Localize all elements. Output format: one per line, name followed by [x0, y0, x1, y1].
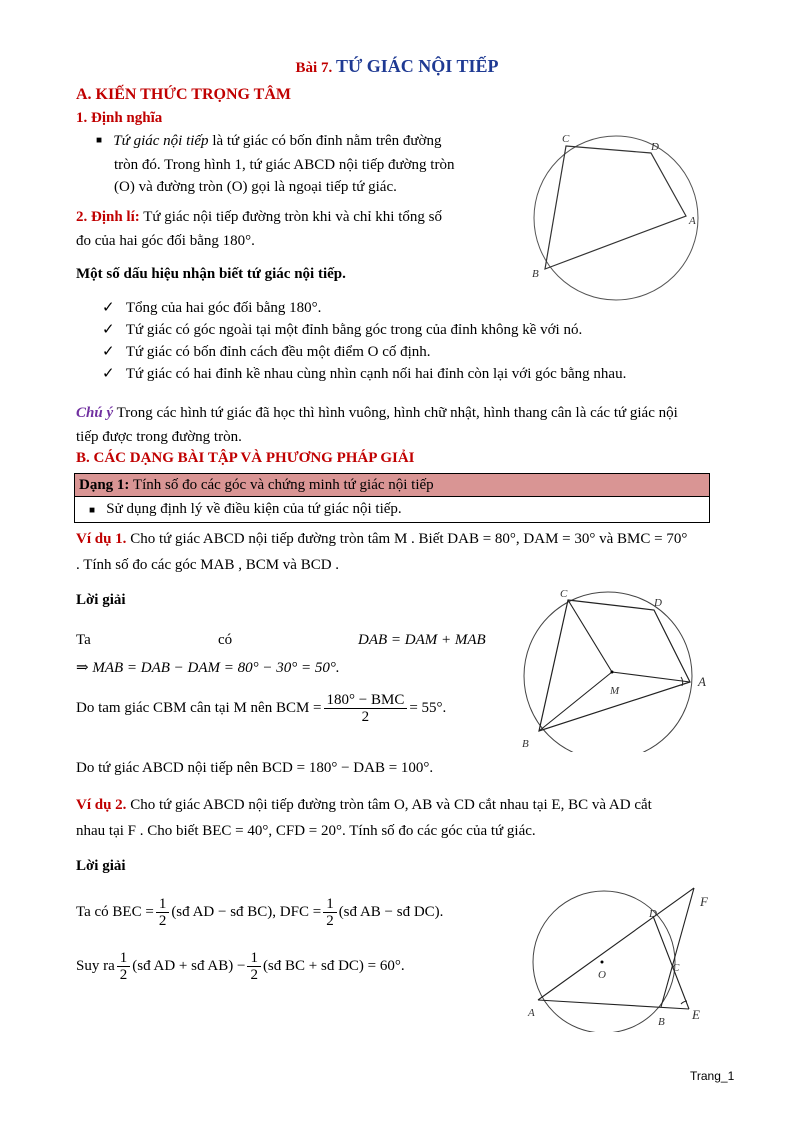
method-box	[74, 473, 710, 523]
theorem-text: đo của hai góc đối bằng 180°.	[76, 233, 255, 249]
list-item: ✓ Tứ giác có hai đỉnh kề nhau cùng nhìn cạnh nối hai đỉnh còn lại với góc bằng nhau.	[102, 366, 627, 382]
label-F: F	[700, 894, 708, 909]
method-type-row	[75, 474, 709, 497]
label-M: M	[610, 685, 620, 697]
label-A: A	[528, 1007, 535, 1019]
label-C: C	[672, 962, 680, 974]
definition-text: tròn đó. Trong hình 1, tứ giác ABCD nội tiếp đường tròn	[114, 157, 455, 173]
page-footer: Trang_1	[690, 1069, 735, 1083]
label-A: A	[689, 215, 696, 227]
example2-text: nhau tại F . Cho biết BEC = 40°, CFD = 20°. Tính số đo các góc của tứ giác.	[76, 823, 536, 839]
section-b-heading: B. CÁC DẠNG BÀI TẬP VÀ PHƯƠNG PHÁP GIẢI	[76, 450, 415, 466]
example2-text: Cho tứ giác ABCD nội tiếp đường tròn tâm O, AB và CD cắt nhau tại E, BC và AD cắt	[126, 797, 652, 813]
example1-label: Ví dụ 1.	[76, 531, 127, 547]
example1-step: Do tam giác CBM cân tại M nên BCM = $\frac{\text{180° − BMC}}{2}$ = 55°.	[76, 692, 447, 725]
theorem-text: Tứ giác nội tiếp đường tròn khi và chỉ khi tổng số	[139, 209, 442, 225]
example1-text: Cho tứ giác ABCD nội tiếp đường tròn tâm M . Biết DAB = 80°, DAM = 30° và BMC = 70°	[126, 531, 688, 547]
example2-step: Suy ra $\frac{1}{2}$ (sđ AD + sđ AB) − $\frac{1}{2}$ (sđ BC + sđ DC) = 60°.	[76, 950, 405, 983]
example1-step: ⇒ MAB = DAB − DAM = 80° − 30° = 50°.	[76, 660, 340, 676]
label-D: D	[651, 141, 659, 153]
figure-3-cyclic-quadrilateral	[522, 882, 722, 1032]
theorem-block	[76, 206, 496, 228]
lesson-number: Bài 7.	[295, 60, 333, 76]
note-text: tiếp được trong đường tròn.	[76, 429, 242, 445]
figure-1-cyclic-quadrilateral	[510, 128, 730, 308]
figure-2-cyclic-quadrilateral	[512, 586, 718, 752]
example1-solution-heading: Lời giải	[76, 592, 126, 608]
note-text: Trong các hình tứ giác đã học thì hình vuông, hình chữ nhật, hình thang cân là các tứ giác nội	[113, 405, 678, 421]
method-type-text: Tính số đo các góc và chứng minh tứ giác nội tiếp	[129, 477, 434, 493]
section-a-heading: A. KIẾN THỨC TRỌNG TÂM	[76, 86, 291, 103]
definition-term: Tứ giác nội tiếp	[113, 133, 209, 149]
example2-statement	[76, 794, 746, 816]
lesson-name: TỨ GIÁC NỘI TIẾP	[335, 56, 499, 76]
method-type-label: Dạng 1:	[79, 477, 130, 493]
label-D: D	[654, 597, 662, 609]
example2-label: Ví dụ 2.	[76, 797, 127, 813]
example1-step: DAB = DAM + MAB	[358, 632, 486, 648]
label-B: B	[522, 738, 529, 750]
example1-step: Do tứ giác ABCD nội tiếp nên BCD = 180° − DAB = 100°.	[76, 760, 434, 776]
definition-text: là tứ giác có bốn đỉnh nằm trên đường	[208, 133, 442, 149]
example1-statement	[76, 528, 746, 550]
example1-step: Ta	[76, 632, 91, 648]
label-E: E	[692, 1007, 700, 1022]
example1-step: có	[218, 632, 233, 648]
list-item: ✓ Tổng của hai góc đối bằng 180°.	[102, 300, 322, 316]
method-bullet: ■ Sử dụng định lý về điều kiện của tứ giác nội tiếp.	[89, 501, 402, 517]
label-B: B	[532, 268, 539, 280]
definition-block: ■ Tứ giác nội tiếp là tứ giác có bốn đỉnh nằm trên đường tròn đó. Trong hình 1, tứ giác ABCD nội tiếp đường tròn (O) và đường tròn (O) gọi là ngoại tiếp tứ giác.	[96, 130, 496, 198]
label-C: C	[560, 588, 568, 600]
page-title	[0, 56, 794, 77]
signs-list	[102, 298, 626, 386]
signs-heading: Một số dấu hiệu nhận biết tứ giác nội tiếp.	[76, 266, 346, 282]
example2-step: Ta có BEC = $\frac{1}{2}$ (sđ AD − sđ BC), DFC = $\frac{1}{2}$ (sđ AB − sđ DC).	[76, 896, 444, 929]
theorem-heading: 2. Định lí:	[76, 209, 140, 225]
note-block	[76, 402, 736, 424]
label-B: B	[658, 1016, 665, 1028]
example1-text: . Tính số đo các góc MAB , BCM và BCD .	[76, 557, 340, 573]
example2-solution-heading: Lời giải	[76, 858, 126, 874]
list-item: ✓ Tứ giác có góc ngoài tại một đỉnh bằng góc trong của đỉnh không kề với nó.	[102, 322, 583, 338]
label-C: C	[562, 133, 570, 145]
list-item: ✓ Tứ giác có bốn đỉnh cách đều một điểm O cố định.	[102, 344, 431, 360]
label-A: A	[698, 674, 706, 689]
definition-heading: 1. Định nghĩa	[76, 110, 163, 126]
definition-text: (O) và đường tròn (O) gọi là ngoại tiếp tứ giác.	[114, 179, 397, 195]
label-O: O	[598, 969, 606, 981]
label-D: D	[649, 908, 657, 920]
note-label: Chú ý	[76, 405, 114, 421]
